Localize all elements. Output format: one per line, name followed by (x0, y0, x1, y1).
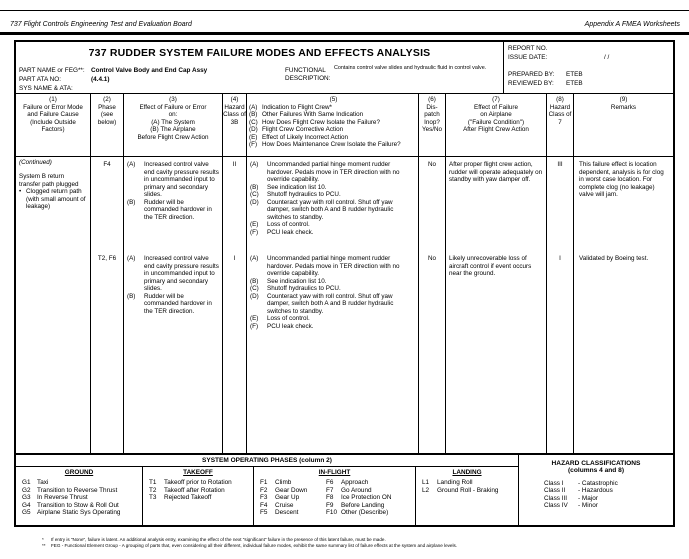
inflight-items (254, 479, 415, 516)
operating-phases-columns (16, 467, 518, 525)
operating-phases-title: SYSTEM OPERATING PHASES (column 2) (16, 455, 518, 467)
ground-title: GROUND (64, 469, 94, 476)
row2-hazard-3b: I (233, 255, 236, 262)
body-col-effect (124, 157, 223, 453)
landing-title: LANDING (452, 469, 482, 476)
ground-items: G1 Taxi G2 Transition to Reverse Thrust G3 In Reverse Thrust G4 Transition to Stow & Roll Out G5 Airplane Static Sys Operating (22, 479, 121, 517)
col-header-4: (4) Hazard Class of 3B (223, 94, 247, 156)
report-no-row (508, 45, 548, 52)
footnotes: * If entry is "None", failure is latent. An additional analysis entry, examining the effect of the next "significant" failure in the presence of this latent failure, must be made. ** FEG - Functional Element Group - A grouping of parts that, even considering all their different, individual failure modes, exhibit the same summary list of failure effects at the system and airplane levels. (42, 537, 458, 548)
report-box (504, 42, 673, 93)
issue-date-value: / / (604, 54, 610, 61)
hazard-classes: Class I - Catastrophic Class II - Hazardous Class III - Major Class IV - Minor (544, 479, 618, 510)
worksheet-table (14, 40, 675, 527)
reviewed-by-row (508, 80, 583, 87)
body-col-failure-mode (16, 157, 91, 453)
part-name-label: PART NAME or FEG**: (19, 67, 85, 74)
functional-description-label: FUNCTIONAL DESCRIPTION: (285, 67, 331, 82)
hazard-subtitle: (columns 4 and 8) (567, 467, 625, 475)
row1-indication: (A) Uncommanded partial hinge moment rudder hardover. Pedals move in TER direction with no override capability. (B) See indication list 10. (C) Shutoff hydraulics to PCU. (D) Counteract yaw with roll control. Shut off yaw damper, switch both A and B rudder hydraulic switches to standby. (E) Loss of control. (F) PCU leak check. (250, 161, 400, 236)
sys-name-row (19, 85, 91, 92)
col-header-2: (2) Phase (see below) (91, 94, 124, 156)
body-col-phase (91, 157, 124, 453)
row1-hazard-3b: II (232, 161, 237, 168)
row1-remarks: This failure effect is location dependent, analysis is for clog in worst case location. For complete clog (no leakage) valve will jam. (579, 161, 664, 198)
part-name-value: Control Valve Body and End Cap Assy (91, 67, 208, 74)
report-no-label: REPORT NO. (508, 45, 548, 52)
phases-landing (416, 467, 518, 525)
reviewed-by-value: ETEB (566, 80, 583, 87)
title-block (16, 42, 673, 94)
part-ata-value: (4.4.1) (91, 76, 110, 83)
body-col-dispatch (419, 157, 446, 453)
inflight-title: IN-FLIGHT (318, 469, 351, 476)
issue-date-row (508, 54, 609, 61)
body-col-hazard-7 (547, 157, 574, 453)
takeoff-title: TAKEOFF (183, 469, 213, 476)
hazard-classifications (519, 455, 673, 525)
row2-remarks: Validated by Boeing test. (579, 255, 649, 262)
row1-dispatch: No (427, 161, 437, 168)
reviewed-by-label: REVIEWED BY: (508, 80, 554, 87)
prepared-by-value: ETEB (566, 71, 583, 78)
legend-section (16, 453, 673, 525)
row1-phase: F4 (103, 161, 111, 168)
col-header-8: (8) Hazard Class of 7 (547, 94, 574, 156)
title-block-left (16, 42, 504, 93)
takeoff-items: T1 Takeoff prior to Rotation T2 Takeoff after Rotation T3 Rejected Takeoff (149, 479, 232, 502)
col-header-9: (9) Remarks (610, 96, 637, 111)
col-header-1: (1) Failure or Error Mode and Failure Cause (Include Outside Factors) (16, 94, 91, 156)
phases-ground (16, 467, 143, 525)
body-col-effect-after (446, 157, 547, 453)
row1-hazard-7: III (557, 161, 563, 168)
col-header-7: (7) Effect of Failure on Airplane ("Failure Condition") After Flight Crew Action (446, 94, 547, 156)
body-col-hazard-3b (223, 157, 247, 453)
row2-dispatch: No (427, 255, 437, 262)
row2-phase: T2, F6 (97, 255, 117, 262)
phases-takeoff (143, 467, 254, 525)
inflight-items-left: F1 Climb F2 Gear Down F3 Gear Up F4 Cruise F5 Descent (260, 479, 308, 517)
functional-description-value: Contains control valve slides and hydraulic fluid in control valve. (334, 65, 487, 71)
col-header-5: (5) (A) Indication to Flight Crew* (B) Other Failures With Same Indication (C) How Does Flight Crew Isolate the Failure? (D) Flight Crew Corrective Action (E) Effect of Likely Incorrect Action (F) How Does Maintenance Crew Isolate the Failure? (247, 94, 419, 156)
prepared-by-row (508, 71, 583, 78)
running-header (10, 21, 680, 28)
part-ata-label: PART ATA NO: (19, 76, 62, 83)
inflight-items-right: F6 Approach F7 Go Around F8 Ice Protection ON F9 Before Landing F10 Other (Describe) (326, 479, 392, 517)
operating-phases (16, 455, 519, 525)
top-edge-rule (0, 10, 689, 11)
col-header-6: (6) Dis- patch Inop? Yes/No (419, 94, 446, 156)
header-rule (0, 32, 689, 35)
row1-failure-mode: System B return transfer path plugged • Clogged return path (with small amount of leakage) (19, 173, 86, 210)
hazard-title: HAZARD CLASSIFICATIONS (551, 460, 641, 467)
col-header-3: (3) Effect of Failure or Error on: (A) The System (B) The Airplane Before Flight Crew Action (124, 94, 223, 156)
running-header-left: 737 Flight Controls Engineering Test and Evaluation Board (10, 21, 192, 28)
row1-effect-after: After proper flight crew action, rudder will operate adequately on standby with yaw damper off. (449, 161, 543, 183)
continued-note: (Continued) (19, 159, 52, 166)
part-name-row (19, 67, 207, 74)
running-header-right: Appendix A FMEA Worksheets (584, 21, 680, 28)
phases-inflight (254, 467, 416, 525)
body-col-remarks (574, 157, 673, 453)
part-ata-row (19, 76, 109, 83)
body-col-indication (247, 157, 419, 453)
landing-items: L1 Landing Roll L2 Ground Roll - Braking (422, 479, 499, 494)
sys-name-label: SYS NAME & ATA: (19, 85, 73, 92)
row2-effect-after: Likely unrecoverable loss of aircraft control if event occurs near the ground. (449, 255, 532, 277)
row2-effect: (A) Increased control valve end cavity pressure results in uncommanded input to primary and secondary slides. (B) Rudder will be commanded hardover in the TER direction. (127, 255, 219, 315)
row1-effect: (A) Increased control valve end cavity pressure results in uncommanded input to primary and secondary slides. (B) Rudder will be commanded hardover in the TER direction. (127, 161, 219, 221)
issue-date-label: ISSUE DATE: (508, 54, 548, 61)
prepared-by-label: PREPARED BY: (508, 71, 555, 78)
row2-indication: (A) Uncommanded partial hinge moment rudder hardover. Pedals move in TER direction with no override capability. (B) See indication list 10. (C) Shutoff hydraulics to PCU. (D) Counteract yaw with roll control. Shut off yaw damper, switch both A and B rudder hydraulic switches to standby. (E) Loss of control. (F) PCU leak check. (250, 255, 400, 330)
row2-hazard-7: I (559, 255, 561, 262)
column-header-row (16, 94, 673, 157)
page-title: 737 RUDDER SYSTEM FAILURE MODES AND EFFECTS ANALYSIS (88, 47, 431, 59)
table-body (16, 157, 673, 453)
